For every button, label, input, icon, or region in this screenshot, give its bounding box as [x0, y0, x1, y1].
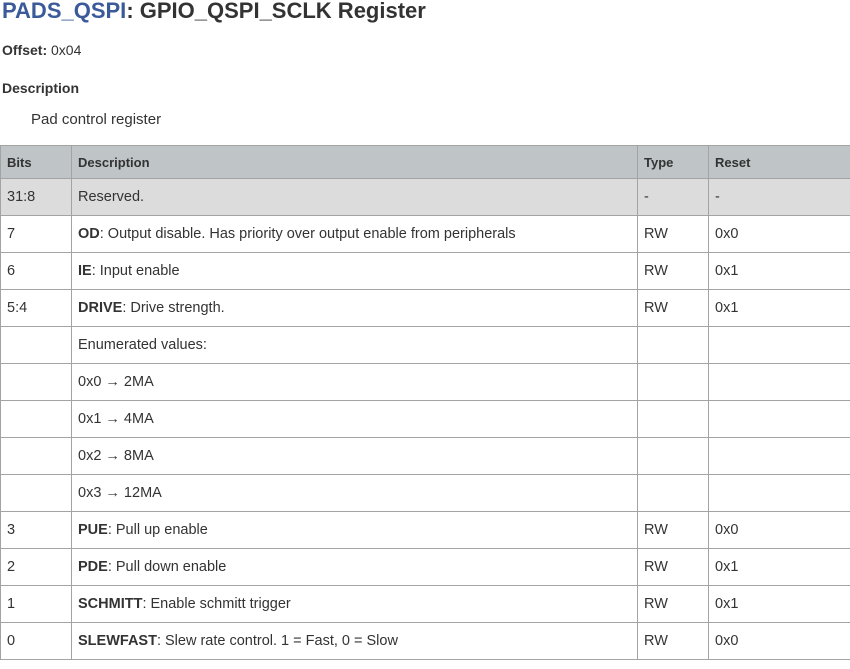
reset-cell — [709, 327, 850, 364]
field-name: SCHMITT — [78, 596, 143, 612]
reset-cell: 0x0 — [709, 623, 850, 660]
description-cell — [72, 179, 638, 216]
page-title — [2, 0, 426, 24]
field-description: : Input enable — [91, 263, 180, 279]
reset-cell — [709, 401, 850, 438]
description-cell — [72, 475, 638, 512]
description-text: Pad control register — [31, 111, 162, 128]
table-row — [1, 253, 850, 290]
bits-cell: 1 — [1, 586, 72, 623]
bits-cell: 31:8 — [1, 179, 72, 216]
reset-cell: 0x1 — [709, 253, 850, 290]
field-name: DRIVE — [78, 300, 123, 316]
field-name: IE — [78, 263, 92, 279]
reset-cell: 0x1 — [709, 549, 850, 586]
description-cell — [72, 216, 638, 253]
table-row — [1, 512, 850, 549]
bits-cell — [1, 327, 72, 364]
table-row — [1, 364, 850, 401]
type-cell: RW — [638, 623, 709, 660]
register-fields-table — [0, 145, 850, 660]
field-name: PUE — [78, 522, 108, 538]
description-cell — [72, 290, 638, 327]
bits-cell: 2 — [1, 549, 72, 586]
field-description: 0x1 → 4MA — [78, 411, 154, 427]
field-description: Enumerated values: — [78, 337, 207, 353]
type-cell — [638, 327, 709, 364]
description-cell — [72, 623, 638, 660]
offset-value: 0x04 — [47, 42, 82, 58]
table-header — [1, 146, 850, 179]
type-cell: RW — [638, 253, 709, 290]
description-cell — [72, 401, 638, 438]
bits-cell: 5:4 — [1, 290, 72, 327]
register-name: : GPIO_QSPI_SCLK Register — [126, 0, 426, 23]
field-name: OD — [78, 226, 100, 242]
header-description: Description — [72, 146, 638, 179]
table-row — [1, 586, 850, 623]
header-type: Type — [638, 146, 709, 179]
description-cell — [72, 438, 638, 475]
table-row — [1, 179, 850, 216]
description-cell — [72, 549, 638, 586]
bits-cell — [1, 364, 72, 401]
field-description: : Pull up enable — [107, 522, 208, 538]
field-description: 0x0 → 2MA — [78, 374, 154, 390]
bits-cell: 3 — [1, 512, 72, 549]
reset-cell — [709, 475, 850, 512]
table-row — [1, 290, 850, 327]
type-cell — [638, 438, 709, 475]
type-cell: RW — [638, 512, 709, 549]
field-description: 0x3 → 12MA — [78, 485, 162, 501]
field-description: : Output disable. Has priority over output enable from peripherals — [99, 226, 516, 242]
type-cell: RW — [638, 216, 709, 253]
reset-cell — [709, 438, 850, 475]
description-cell — [72, 586, 638, 623]
reset-cell: - — [709, 179, 850, 216]
bits-cell — [1, 401, 72, 438]
table-row — [1, 216, 850, 253]
table-row — [1, 475, 850, 512]
table-row — [1, 623, 850, 660]
reset-cell: 0x0 — [709, 216, 850, 253]
field-description: 0x2 → 8MA — [78, 448, 154, 464]
description-cell — [72, 364, 638, 401]
type-cell: RW — [638, 586, 709, 623]
table-row — [1, 438, 850, 475]
offset — [2, 42, 81, 58]
field-description: Reserved. — [78, 189, 145, 205]
header-reset: Reset — [709, 146, 850, 179]
description-cell — [72, 253, 638, 290]
reset-cell: 0x0 — [709, 512, 850, 549]
field-description: : Slew rate control. 1 = Fast, 0 = Slow — [156, 633, 398, 649]
field-description: : Pull down enable — [107, 559, 227, 575]
field-description: : Drive strength. — [122, 300, 225, 316]
module-link[interactable]: PADS_QSPI — [2, 0, 127, 23]
bits-cell: 0 — [1, 623, 72, 660]
type-cell — [638, 364, 709, 401]
description-cell — [72, 327, 638, 364]
reset-cell: 0x1 — [709, 586, 850, 623]
type-cell: RW — [638, 290, 709, 327]
bits-cell — [1, 438, 72, 475]
description-cell — [72, 512, 638, 549]
table-row — [1, 401, 850, 438]
reset-cell — [709, 364, 850, 401]
field-name: SLEWFAST — [78, 633, 157, 649]
field-description: : Enable schmitt trigger — [142, 596, 291, 612]
bits-cell: 7 — [1, 216, 72, 253]
type-cell — [638, 401, 709, 438]
table-row — [1, 327, 850, 364]
type-cell: RW — [638, 549, 709, 586]
description-heading: Description — [2, 80, 80, 96]
bits-cell — [1, 475, 72, 512]
reset-cell: 0x1 — [709, 290, 850, 327]
offset-label: Offset: — [2, 42, 48, 58]
type-cell: - — [638, 179, 709, 216]
field-name: PDE — [78, 559, 108, 575]
table-row — [1, 549, 850, 586]
bits-cell: 6 — [1, 253, 72, 290]
header-bits: Bits — [1, 146, 72, 179]
type-cell — [638, 475, 709, 512]
